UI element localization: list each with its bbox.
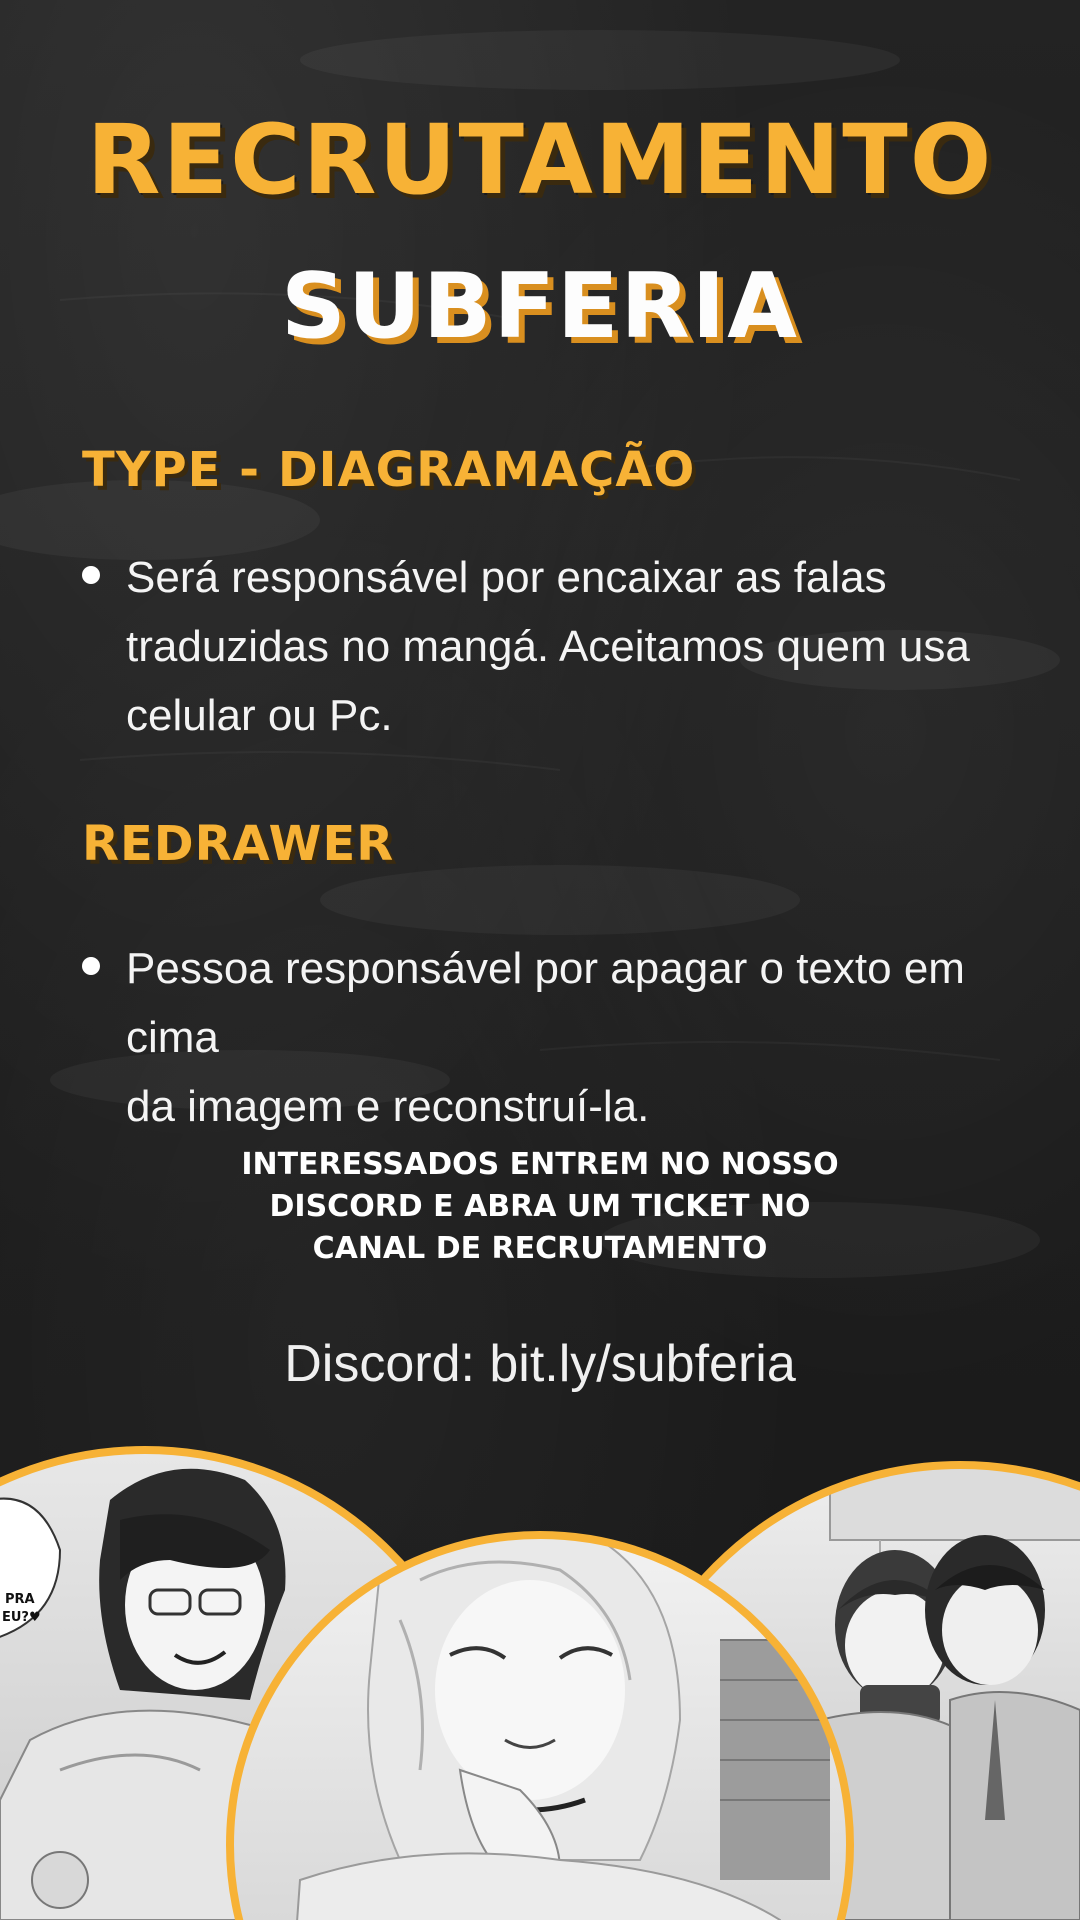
section-heading-redrawer: REDRAWER bbox=[82, 816, 395, 872]
bullet-item-redrawer bbox=[82, 934, 1002, 1141]
poster-subtitle: SUBFERIA bbox=[281, 254, 799, 359]
bullet-icon bbox=[82, 957, 100, 975]
poster-title: RECRUTAMENTO bbox=[86, 104, 994, 216]
bullet-item-type bbox=[82, 543, 1002, 750]
svg-text:PRA: PRA bbox=[5, 1592, 35, 1607]
discord-link[interactable]: Discord: bit.ly/subferia bbox=[284, 1335, 796, 1393]
manga-artwork-strip bbox=[0, 1440, 1080, 1920]
section-heading-type: TYPE - DIAGRAMAÇÃO bbox=[82, 442, 696, 498]
bullet-icon bbox=[82, 566, 100, 584]
svg-text:EU?♥: EU?♥ bbox=[2, 1610, 41, 1625]
bullet-text-redrawer: Pessoa responsável por apagar o texto em cima da imagem e reconstruí-la. bbox=[126, 944, 965, 1131]
bullet-text-type: Será responsável por encaixar as falas traduzidas no mangá. Aceitamos quem usa celular ou Pc. bbox=[126, 553, 970, 740]
call-to-action: INTERESSADOS ENTREM NO NOSSO DISCORD E ABRA UM TICKET NO CANAL DE RECRUTAMENTO bbox=[241, 1147, 839, 1266]
